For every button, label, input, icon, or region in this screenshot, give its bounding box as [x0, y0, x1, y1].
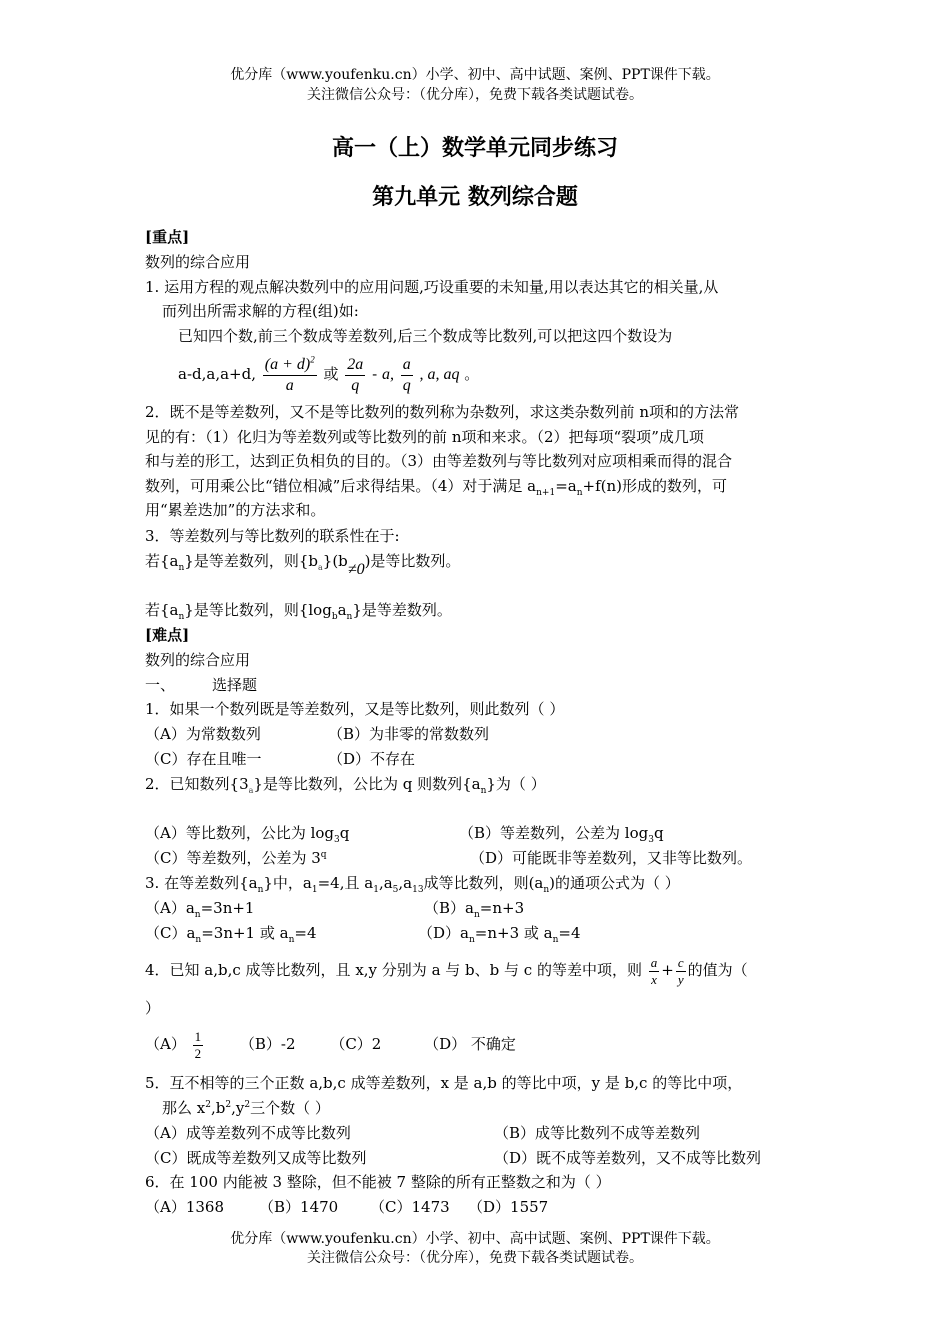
- page-title: 高一（上）数学单元同步练习: [331, 136, 618, 161]
- formula-period: 。: [464, 365, 480, 383]
- f1-exp: 2: [310, 354, 315, 365]
- focus-label: [重点]: [145, 228, 190, 246]
- q6-option-c: （C）1473: [370, 1198, 450, 1216]
- difficulty-label: [难点]: [145, 626, 190, 644]
- q3-post: 成等比数列，则(a: [423, 874, 544, 892]
- q2-a-post: q: [339, 824, 350, 842]
- q4-a-den: 2: [194, 1045, 202, 1061]
- q1-option-c: （C）存在且唯一: [145, 750, 262, 768]
- focus-p3: 3．等差数列与等比数列的联系性在于:: [145, 527, 400, 545]
- fraction-2a-over-q: [345, 355, 365, 396]
- focus-p2-b: 见的有：（1）化归为等差数列或等比数列的前 n项和来求。（2）把每项“裂项”成几项: [145, 428, 704, 446]
- p3-b-mid2: a: [337, 601, 347, 619]
- formula-or: 或: [323, 365, 339, 383]
- formula-minus: -: [372, 365, 378, 383]
- q3-option-b: [424, 898, 524, 918]
- f1-num: (a + d): [264, 355, 311, 373]
- q2-tiny: a: [248, 786, 254, 795]
- q4-option-c: （C）2: [330, 1035, 382, 1053]
- q3-sub1b: 1: [373, 885, 379, 895]
- q3-option-c: [145, 923, 317, 943]
- q4-option-b: （B）-2: [239, 1035, 296, 1053]
- q6-option-b: （B）1470: [259, 1198, 339, 1216]
- f3-num: a: [401, 355, 413, 376]
- header-line-2: 关注微信公众号：（优分库），免费下载各类试题试卷。: [307, 87, 643, 103]
- p3-b-pre: 若{a: [145, 601, 179, 619]
- q2-post: }是等比数列，公比为 q 则数列{a: [253, 775, 481, 793]
- q5-b-mid1: ,b: [210, 1099, 226, 1117]
- q3-d-mid: =n+3 或 a: [474, 924, 553, 942]
- q4-option-d: （D） 不确定: [424, 1035, 516, 1053]
- q2-option-b: [459, 823, 664, 843]
- q4-a-num: 1: [194, 1028, 202, 1044]
- f2-den: q: [351, 376, 360, 394]
- focus-p3-b: [145, 600, 452, 620]
- question-6: 6．在 100 内能被 3 整除，但不能被 7 整除的所有正整数之和为（ ）: [145, 1173, 611, 1191]
- q2-c-pre: （C）等差数列，公差为 3: [145, 849, 321, 867]
- p3-b-post: }是等差数列。: [352, 601, 452, 619]
- f2-num: 2a: [345, 355, 365, 376]
- question-3: [145, 873, 680, 893]
- q3-option-d: [418, 923, 581, 943]
- focus-p2-d: [145, 476, 727, 496]
- p3-b-sub3: n: [346, 612, 353, 622]
- p3-a-pre: 若{a: [145, 552, 179, 570]
- p3-b-mid: }是等比数列，则{log: [184, 601, 332, 619]
- q5-b-sup1: 2: [205, 1100, 211, 1110]
- q3-a-pre: （A）a: [145, 899, 195, 917]
- q5-b-mid2: ,y: [231, 1099, 245, 1117]
- page-subtitle: 第九单元 数列综合题: [372, 185, 578, 210]
- q3-b-post: =n+3: [479, 899, 525, 917]
- q5-b-sup3: 2: [244, 1100, 251, 1110]
- q3-d-sub: n: [468, 935, 475, 945]
- q2-pre: 2．已知数列{3: [145, 775, 249, 793]
- q5-b-sup2: 2: [225, 1100, 232, 1110]
- p2-d-mid: =a: [555, 477, 577, 495]
- fraction-a-over-x: [649, 955, 660, 988]
- focus-p3-a: [145, 551, 461, 578]
- q1-option-a: （A）为常数数列: [145, 725, 261, 743]
- fraction-a-over-q: [401, 355, 413, 396]
- q3-c-pre: （C）a: [145, 924, 196, 942]
- q3-a-post: =3n+1: [200, 899, 255, 917]
- q4-option-a: （A）: [145, 1035, 186, 1053]
- q6-option-a: （A）1368: [145, 1198, 225, 1216]
- footer-line-2: 关注微信公众号：（优分库），免费下载各类试题试卷。: [307, 1250, 643, 1266]
- q4-post: 的值为（: [687, 961, 748, 979]
- q4-f2-num: c: [677, 954, 684, 970]
- f1-den: a: [285, 376, 294, 394]
- q4-f1-den: x: [651, 971, 657, 987]
- q3-c-sub2: n: [288, 935, 295, 945]
- q2-a-sub: 3: [334, 835, 340, 845]
- q4-close-paren: ）: [145, 999, 161, 1017]
- q3-d-post: =4: [558, 924, 581, 942]
- p2-d-pre: 数列，可用乘公比“错位相减”后求得结果。（4）对于满足 a: [145, 477, 537, 495]
- q3-pre: 3. 在等差数列{a: [145, 874, 258, 892]
- focus-p1-a: 1. 运用方程的观点解决数列中的应用问题,巧设重要的未知量,用以表达其它的相关量,从: [145, 278, 719, 296]
- footer-line-1: 优分库（www.youfenku.cn）小学、初中、高中试题、案例、PPT课件下载。: [230, 1231, 720, 1247]
- q3-sub: n: [257, 885, 264, 895]
- four-number-formula: [178, 352, 479, 397]
- fraction-a-plus-d-squared-over-a: [263, 355, 317, 396]
- q3-mid2: =4,且 a: [317, 874, 374, 892]
- focus-p2-e: 用“累差迭加”的方法求和。: [145, 501, 326, 519]
- q3-c-sub: n: [195, 935, 202, 945]
- header-line-1: 优分库（www.youfenku.cn）小学、初中、高中试题、案例、PPT课件下载。: [230, 67, 720, 83]
- question-5-b: [162, 1098, 330, 1118]
- p3-b-sub: n: [178, 612, 185, 622]
- question-2: [145, 774, 546, 794]
- difficulty-topic: 数列的综合应用: [145, 651, 251, 669]
- p2-d-sub2: n: [576, 488, 583, 498]
- q4-f2-den: y: [677, 971, 684, 987]
- q1-option-d: （D）不存在: [328, 750, 416, 768]
- q3-sub5: 5: [392, 885, 399, 895]
- q2-sub: n: [480, 786, 487, 796]
- q3-c-post: =4: [294, 924, 317, 942]
- formula-a: a,: [381, 366, 394, 383]
- q2-end: }为（ ）: [486, 775, 546, 793]
- question-4: [145, 950, 748, 990]
- q3-d-pre: （D）a: [418, 924, 469, 942]
- p3-a-mid: }是等差数列，则{b: [184, 552, 318, 570]
- q3-mid: }中，a: [263, 874, 312, 892]
- q2-a-pre: （A）等比数列，公比为 log: [145, 824, 335, 842]
- q3-b-pre: （B）a: [424, 899, 474, 917]
- q5-option-b: （B）成等比数列不成等差数列: [494, 1124, 701, 1142]
- p2-d-post: +f(n)形成的数列，可: [582, 477, 727, 495]
- focus-p1-c: 已知四个数,前三个数成等差数列,后三个数成等比数列,可以把这四个数设为: [178, 327, 673, 345]
- q3-sub1: 1: [311, 885, 318, 895]
- p3-a-neq: ≠0: [347, 561, 365, 578]
- question-5-a: 5．互不相等的三个正数 a,b,c 成等差数列，x 是 a,b 的等比中项，y 是 b,c 的等比中项，: [145, 1074, 743, 1092]
- q3-c-mid: =3n+1 或 a: [201, 924, 289, 942]
- q5-option-a: （A）成等差数列不成等比数列: [145, 1124, 351, 1142]
- q4-f1-num: a: [650, 954, 658, 970]
- p3-a-sub: n: [178, 563, 185, 573]
- q3-option-a: [145, 898, 254, 918]
- q3-d-sub2: n: [552, 935, 559, 945]
- fraction-c-over-y: [676, 955, 686, 988]
- q5-option-c: （C）既成等差数列又成等比数列: [145, 1149, 367, 1167]
- q2-b-sub: 3: [648, 835, 654, 845]
- q1-option-b: （B）为非零的常数数列: [328, 725, 490, 743]
- q4-pre: 4．已知 a,b,c 成等比数列，且 x,y 分别为 a 与 b、b 与 c 的等差中项，则: [145, 961, 642, 979]
- section-number: 一、: [145, 676, 176, 694]
- focus-topic: 数列的综合应用: [145, 253, 251, 271]
- section-title: 选择题: [212, 676, 258, 694]
- f3-den: q: [402, 376, 411, 394]
- q4-plus: +: [661, 961, 674, 979]
- q5-b-post: 三个数（ ）: [250, 1099, 330, 1117]
- formula-prefix: a-d,a,a+d,: [178, 365, 256, 383]
- q2-c-sup: q: [320, 850, 327, 860]
- q2-option-d: （D）可能既非等差数列，又非等比数列。: [470, 849, 753, 867]
- q3-subn: n: [543, 885, 550, 895]
- q3-sub13: 13: [412, 885, 424, 895]
- formula-tail: , a, aq: [419, 366, 460, 383]
- q4-options: [145, 1024, 516, 1064]
- focus-p1-b: 而列出所需求解的方程(组)如:: [162, 302, 359, 320]
- q6-option-d: （D）1557: [468, 1198, 549, 1216]
- q3-mid3: ,a: [378, 874, 393, 892]
- fraction-one-half: [193, 1029, 204, 1062]
- q5-b-pre: 那么 x: [162, 1099, 206, 1117]
- p3-b-sub2: b: [331, 612, 338, 622]
- p2-d-sub1: n+1: [536, 488, 556, 498]
- q2-b-post: q: [653, 824, 664, 842]
- q2-option-a: [145, 823, 349, 843]
- p3-a-tiny: a: [318, 563, 323, 572]
- q3-end: )的通项公式为（ ）: [549, 874, 680, 892]
- p3-a-post: )是等比数列。: [364, 552, 461, 570]
- q3-mid4: ,a: [398, 874, 413, 892]
- focus-p2-c: 和与差的形工，达到正负相负的目的。（3）由等差数列与等比数列对应项相乘而得的混合: [145, 452, 733, 470]
- p3-a-mid2: }(b: [322, 552, 348, 570]
- q5-option-d: （D）既不成等差数列，又不成等比数列: [494, 1149, 762, 1167]
- q3-a-sub: n: [194, 910, 201, 920]
- question-1: 1．如果一个数列既是等差数列，又是等比数列，则此数列（ ）: [145, 700, 565, 718]
- q2-b-pre: （B）等差数列，公差为 log: [459, 824, 649, 842]
- q3-b-sub: n: [473, 910, 480, 920]
- focus-p2-a: 2．既不是等差数列，又不是等比数列的数列称为杂数列，求这类杂数列前 n项和的方法常: [145, 403, 739, 421]
- q2-option-c: [145, 848, 327, 868]
